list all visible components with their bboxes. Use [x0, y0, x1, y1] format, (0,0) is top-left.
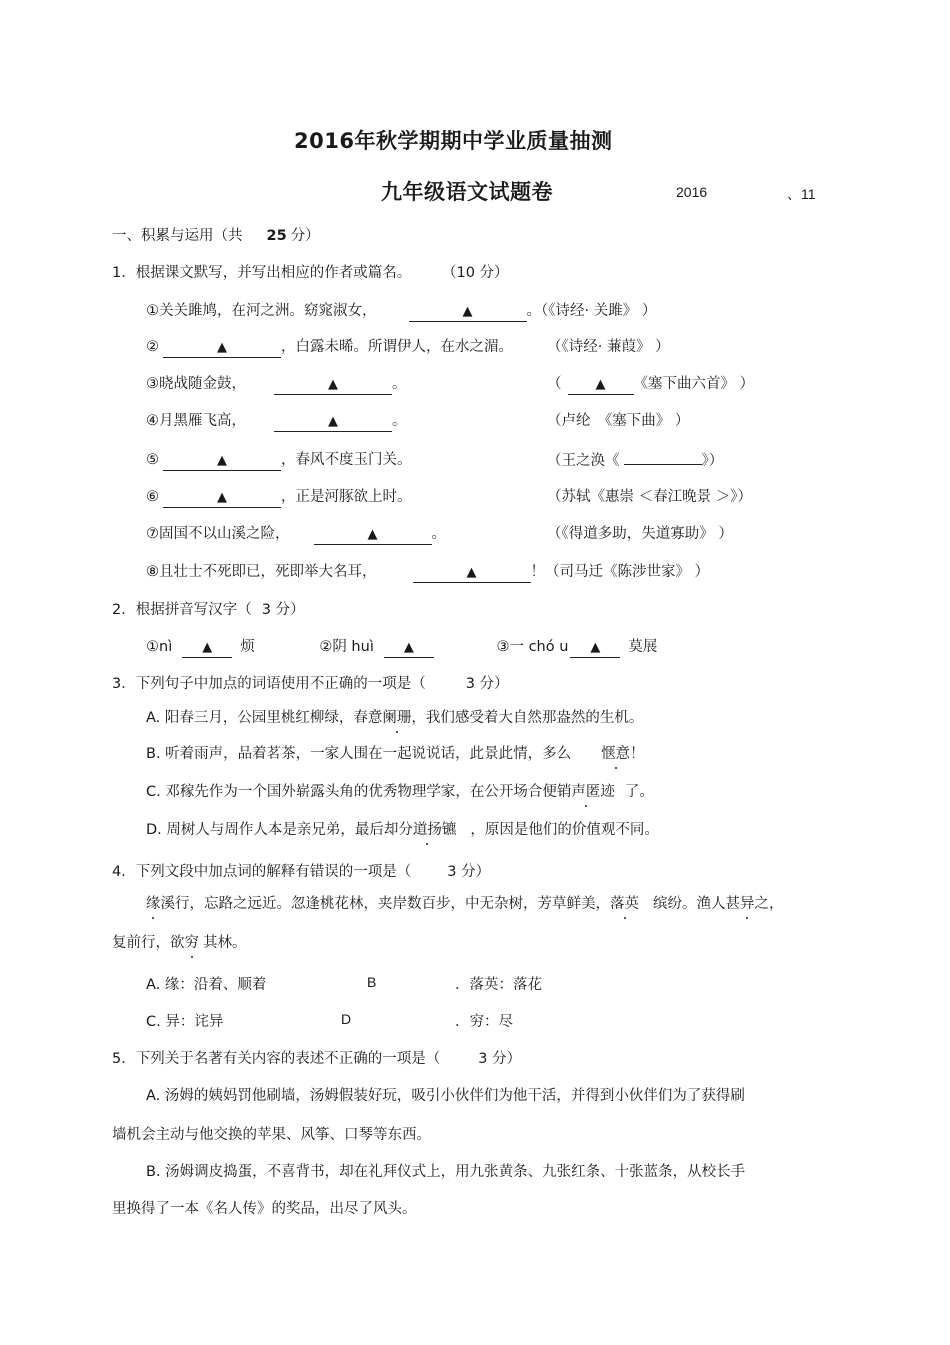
answer-blank[interactable]: ▲ [570, 641, 620, 658]
q1-item-5-source-post: 》） [701, 453, 724, 469]
q5-option-b-line-1[interactable]: B. 汤姆调皮捣蛋，不喜背书，却在礼拜仪式上，用九张黄条、九张红条、十张蓝条，从校长手 [146, 1164, 746, 1180]
q4-dotted-yuan: 缘 [146, 896, 161, 912]
q1-item-4-pre: ④月黑雁飞高， [146, 413, 246, 429]
answer-blank[interactable]: ▲ [274, 415, 392, 432]
q4-passage-line-2 [112, 931, 247, 952]
q4-p1-f: 之， [754, 896, 784, 912]
q4-points: 3 分） [447, 864, 491, 880]
q1-item-3-source-post: 《塞下曲六首》 ） [633, 376, 755, 392]
q2-stem-text: 2．根据拼音写汉字（ [112, 602, 252, 618]
q4-dotted-luoying: 落英 [610, 896, 639, 912]
answer-blank[interactable]: ▲ [163, 341, 281, 358]
q1-stem [112, 261, 509, 282]
q2-items [146, 635, 657, 658]
q4-option-b-letter[interactable]: B [367, 974, 377, 990]
q1-item-5-pre: ⑤ [146, 452, 159, 468]
exam-date-month: 、11 [787, 186, 816, 202]
q3-stem [112, 672, 509, 693]
q3-a-dotted: 阑珊 [382, 710, 412, 726]
q4-dotted-yi: 异 [740, 896, 755, 912]
q3-c-dotted: 销声匿迹 [556, 784, 615, 800]
q1-item-3 [146, 372, 407, 395]
q1-item-6-source: （苏轼《惠崇 ＜春江晚景 ＞》） [547, 489, 752, 505]
q2-item-1-post: 烦 [240, 639, 255, 655]
q2-stem [112, 598, 305, 619]
q4-stem [112, 860, 490, 881]
q1-item-1-source: （《诗经· 关雎》 ） [541, 303, 657, 319]
q2-item-3-post: 莫展 [628, 639, 658, 655]
q3-c-pre: C. 邓稼先作为一个国外崭露头角的优秀物理学家，在公开场合便 [146, 784, 557, 800]
q4-option-d[interactable]: ．穷：尽 [455, 1014, 513, 1030]
q1-item-3-post: 。 [392, 376, 407, 392]
section-unit: 分） [290, 228, 320, 244]
q3-d-post: ，原因是他们的价值观不同。 [470, 822, 659, 838]
answer-blank[interactable]: ▲ [413, 566, 531, 583]
q4-p1-d: 缤纷。渔人甚 [653, 896, 740, 912]
exam-date-year: 2016 [676, 184, 708, 200]
section-heading [112, 224, 320, 245]
q2-points: 3 分） [261, 602, 305, 618]
answer-blank[interactable] [624, 448, 702, 465]
q1-item-3-pre: ③晓战随金鼓， [146, 376, 246, 392]
q1-item-4-post: 。 [392, 413, 407, 429]
q5-points: 3 分） [478, 1051, 522, 1067]
q4-dotted-qiong: 穷 [184, 935, 199, 951]
q1-item-8 [146, 560, 709, 583]
q2-item-2-pre: ②阴 huì [319, 639, 374, 655]
q5-stem [112, 1047, 521, 1068]
q3-b-dotted: 惬意 [601, 746, 631, 762]
q1-item-1 [146, 299, 656, 322]
q1-item-5-source [547, 448, 723, 470]
answer-blank[interactable]: ▲ [163, 491, 281, 508]
q3-stem-text: 3．下列句子中加点的词语使用不正确的一项是（ [112, 676, 426, 692]
q1-points: （10 分） [449, 265, 509, 281]
q1-item-2 [146, 335, 513, 358]
q4-stem-text: 4．下列文段中加点词的解释有错误的一项是（ [112, 864, 412, 880]
q2-item-1-pre: ①nì [146, 639, 173, 655]
q3-d-dotted: 分道扬镳 [398, 822, 457, 838]
q3-a-post: ，我们感受着大自然那盎然的生机。 [411, 710, 644, 726]
q1-item-7-pre: ⑦固国不以山溪之险， [146, 526, 290, 542]
q4-option-c[interactable]: C. 异：诧异 [146, 1014, 224, 1030]
q3-points: 3 分） [465, 676, 509, 692]
q4-passage-line-1 [146, 892, 784, 913]
q1-item-5-post: ，春风不度玉门关。 [281, 452, 412, 468]
q1-item-7-source: （《得道多助，失道寡助》 ） [547, 526, 733, 542]
q5-option-a-line-2: 墙机会主动与他交换的苹果、风筝、口琴等东西。 [112, 1127, 431, 1143]
q1-item-5 [146, 448, 412, 471]
section-heading-label: 一、积累与运用（共 [112, 228, 243, 244]
q1-item-2-post: ，白露未晞。所谓伊人，在水之湄。 [281, 339, 513, 355]
q1-item-3-source-pre: （ [547, 376, 562, 392]
q4-option-d-letter[interactable]: D [341, 1011, 352, 1027]
answer-blank[interactable]: ▲ [314, 528, 432, 545]
q4-option-b[interactable]: ．落英：落花 [455, 977, 542, 993]
q1-item-6 [146, 485, 412, 508]
q4-p2-a: 复前行，欲 [112, 935, 185, 951]
exam-subtitle: 九年级语文试题卷 [381, 180, 553, 204]
q1-item-1-post: 。 [526, 303, 541, 319]
q2-item-3-pre: ③一 chó u [496, 639, 569, 655]
answer-blank[interactable]: ▲ [409, 305, 527, 322]
q4-p2-c: 其林。 [203, 935, 247, 951]
q3-option-d[interactable] [146, 818, 659, 839]
answer-blank[interactable]: ▲ [274, 378, 392, 395]
q3-b-pre: B. 听着雨声，品着茗茶，一家人围在一起说说话，此景此情，多么 [146, 746, 572, 762]
q3-option-b[interactable] [146, 742, 645, 763]
q1-stem-text: 1．根据课文默写，并写出相应的作者或篇名。 [112, 265, 412, 281]
q3-c-post: 了。 [624, 784, 654, 800]
q1-item-8-pre: ⑧且壮士不死即已，死即举大名耳， [146, 564, 377, 580]
q1-item-5-source-pre: （王之涣《 [547, 453, 620, 469]
q1-item-3-source [547, 372, 754, 395]
q1-item-2-source: （《诗经· 蒹葭》 ） [547, 339, 670, 355]
q5-stem-text: 5．下列关于名著有关内容的表述不正确的一项是（ [112, 1051, 441, 1067]
q1-item-4 [146, 409, 407, 432]
exam-title: 2016年秋学期期中学业质量抽测 [294, 129, 613, 153]
q1-item-7 [146, 522, 446, 545]
answer-blank[interactable]: ▲ [163, 454, 281, 471]
q3-option-a[interactable] [146, 706, 643, 727]
q1-item-6-pre: ⑥ [146, 489, 159, 505]
answer-blank[interactable]: ▲ [182, 641, 232, 658]
q1-item-1-pre: ①关关雎鸠，在河之洲。窈窕淑女， [146, 303, 377, 319]
q1-item-2-pre: ② [146, 339, 159, 355]
q3-a-pre: A. 阳春三月，公园里桃红柳绿，春意 [146, 710, 383, 726]
answer-blank[interactable]: ▲ [568, 378, 634, 395]
q3-b-post: ！ [630, 746, 645, 762]
q4-option-a[interactable]: A. 缘：沿着、顺着 [146, 977, 267, 993]
q4-p1-b: 溪行，忘路之远近。忽逢桃花林，夹岸数百步，中无杂树，芳草鲜美， [160, 896, 610, 912]
q5-option-a-line-1[interactable]: A. 汤姆的姨妈罚他刷墙，汤姆假装好玩，吸引小伙伴们为他干活，并得到小伙伴们为了获得刷 [146, 1088, 745, 1104]
q1-item-4-source: （卢纶 《塞下曲》 ） [547, 413, 690, 429]
answer-blank[interactable]: ▲ [384, 641, 434, 658]
q1-item-7-post: 。 [431, 526, 446, 542]
q1-item-6-post: ，正是河豚欲上时。 [281, 489, 412, 505]
q5-option-b-line-2: 里换得了一本《名人传》的奖品，出尽了风头。 [112, 1201, 417, 1217]
section-points: 25 [266, 228, 287, 244]
q3-d-pre: D. 周树人与周作人本是亲兄弟，最后却 [146, 822, 399, 838]
q3-option-c[interactable] [146, 780, 654, 801]
q1-item-8-post: ！（司马迁《陈涉世家》 ） [530, 564, 710, 580]
